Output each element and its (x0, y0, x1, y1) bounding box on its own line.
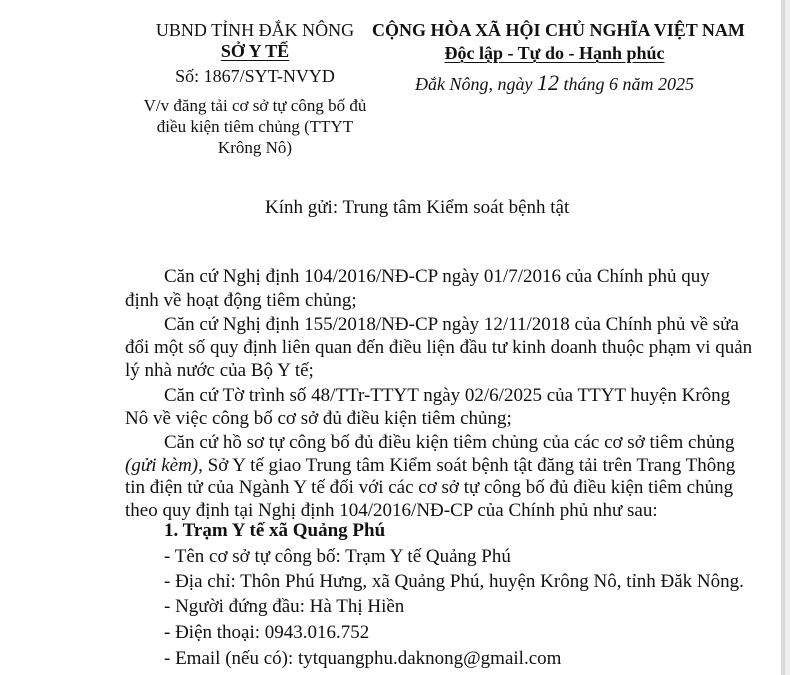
department-name-text: SỞ Y TẾ (220, 41, 290, 61)
facility-head-item: - Người đứng đầu: Hà Thị Hiền (164, 596, 405, 617)
facility-name-item: - Tên cơ sở tự công bố: Trạm Y tế Quảng Phú (164, 546, 511, 567)
date-suffix: tháng 6 năm 2025 (563, 74, 694, 94)
paragraph-4-line-2 (125, 455, 735, 477)
paragraph-4-line-3: tin điện tử của Ngành Y tế đối với các cơ sở tự công bố đủ điều kiện tiêm chủng (125, 477, 734, 498)
paragraph-1-line-1: Căn cứ Nghị định 104/2016/NĐ-CP ngày 01/7/2016 của Chính phủ quy (164, 266, 710, 287)
paragraph-3-line-2: Nô về việc công bố cơ sở đủ điều kiện tiêm chủng; (125, 408, 512, 429)
paragraph-4-line-1: Căn cứ hồ sơ tự công bố đủ điều kiện tiêm chủng của các cơ sở tiêm chủng (164, 432, 735, 453)
document-number: Số: 1867/SYT-NVYD (175, 66, 335, 86)
paragraph-4-line-4: theo quy định tại Nghị định 104/2016/NĐ-CP của Chính phủ như sau: (125, 500, 658, 521)
section-heading: 1. Trạm Y tế xã Quảng Phú (164, 520, 386, 541)
attachment-note: (gửi kèm) (125, 455, 199, 476)
national-motto-text: Độc lập - Tự do - Hạnh phúc (444, 43, 665, 63)
subject-line-3: Krông Nô) (217, 138, 293, 157)
date-prefix: Đắk Nông, ngày (415, 74, 533, 94)
facility-address-item: - Địa chỉ: Thôn Phú Hưng, xã Quảng Phú, huyện Krông Nô, tỉnh Đăk Nông. (164, 571, 744, 592)
facility-email-item: - Email (nếu có): tytquangphu.daknong@gmail.com (164, 648, 562, 669)
facility-phone-item: - Điện thoại: 0943.016.752 (164, 622, 370, 643)
paragraph-4-line-2-text: , Sở Y tế giao Trung tâm Kiểm soát bệnh tật đăng tải trên Trang Thông (198, 455, 736, 476)
recipient-line: Kính gửi: Trung tâm Kiểm soát bệnh tật (265, 197, 570, 218)
subject-line-1: V/v đăng tải cơ sở tự công bố đủ (143, 96, 367, 115)
agency-name: UBND TỈNH ĐẮK NÔNG (155, 20, 355, 40)
subject-line-2: điều kiện tiêm chủng (TTYT (156, 117, 354, 136)
national-motto (372, 43, 737, 64)
paragraph-2-line-2: đổi một số quy định liên quan đến điều liện đầu tư kinh doanh thuộc phạm vi quản (125, 337, 753, 358)
paragraph-3-line-1: Căn cứ Tờ trình số 48/TTr-TTYT ngày 02/6/2025 của TTYT huyện Krông (164, 385, 731, 406)
department-name (130, 41, 380, 62)
page-edge-margin (785, 0, 790, 675)
nation-title: CỘNG HÒA XÃ HỘI CHỦ NGHĨA VIỆT NAM (372, 20, 745, 40)
paragraph-1-line-2: định về hoạt động tiêm chủng; (125, 290, 357, 311)
paragraph-2-line-1: Căn cứ Nghị định 155/2018/NĐ-CP ngày 12/11/2018 của Chính phủ về sửa (164, 314, 739, 335)
paragraph-2-line-3: lý nhà nước của Bộ Y tế; (125, 360, 314, 381)
date-day: 12 (536, 70, 559, 95)
issue-date (372, 70, 737, 96)
